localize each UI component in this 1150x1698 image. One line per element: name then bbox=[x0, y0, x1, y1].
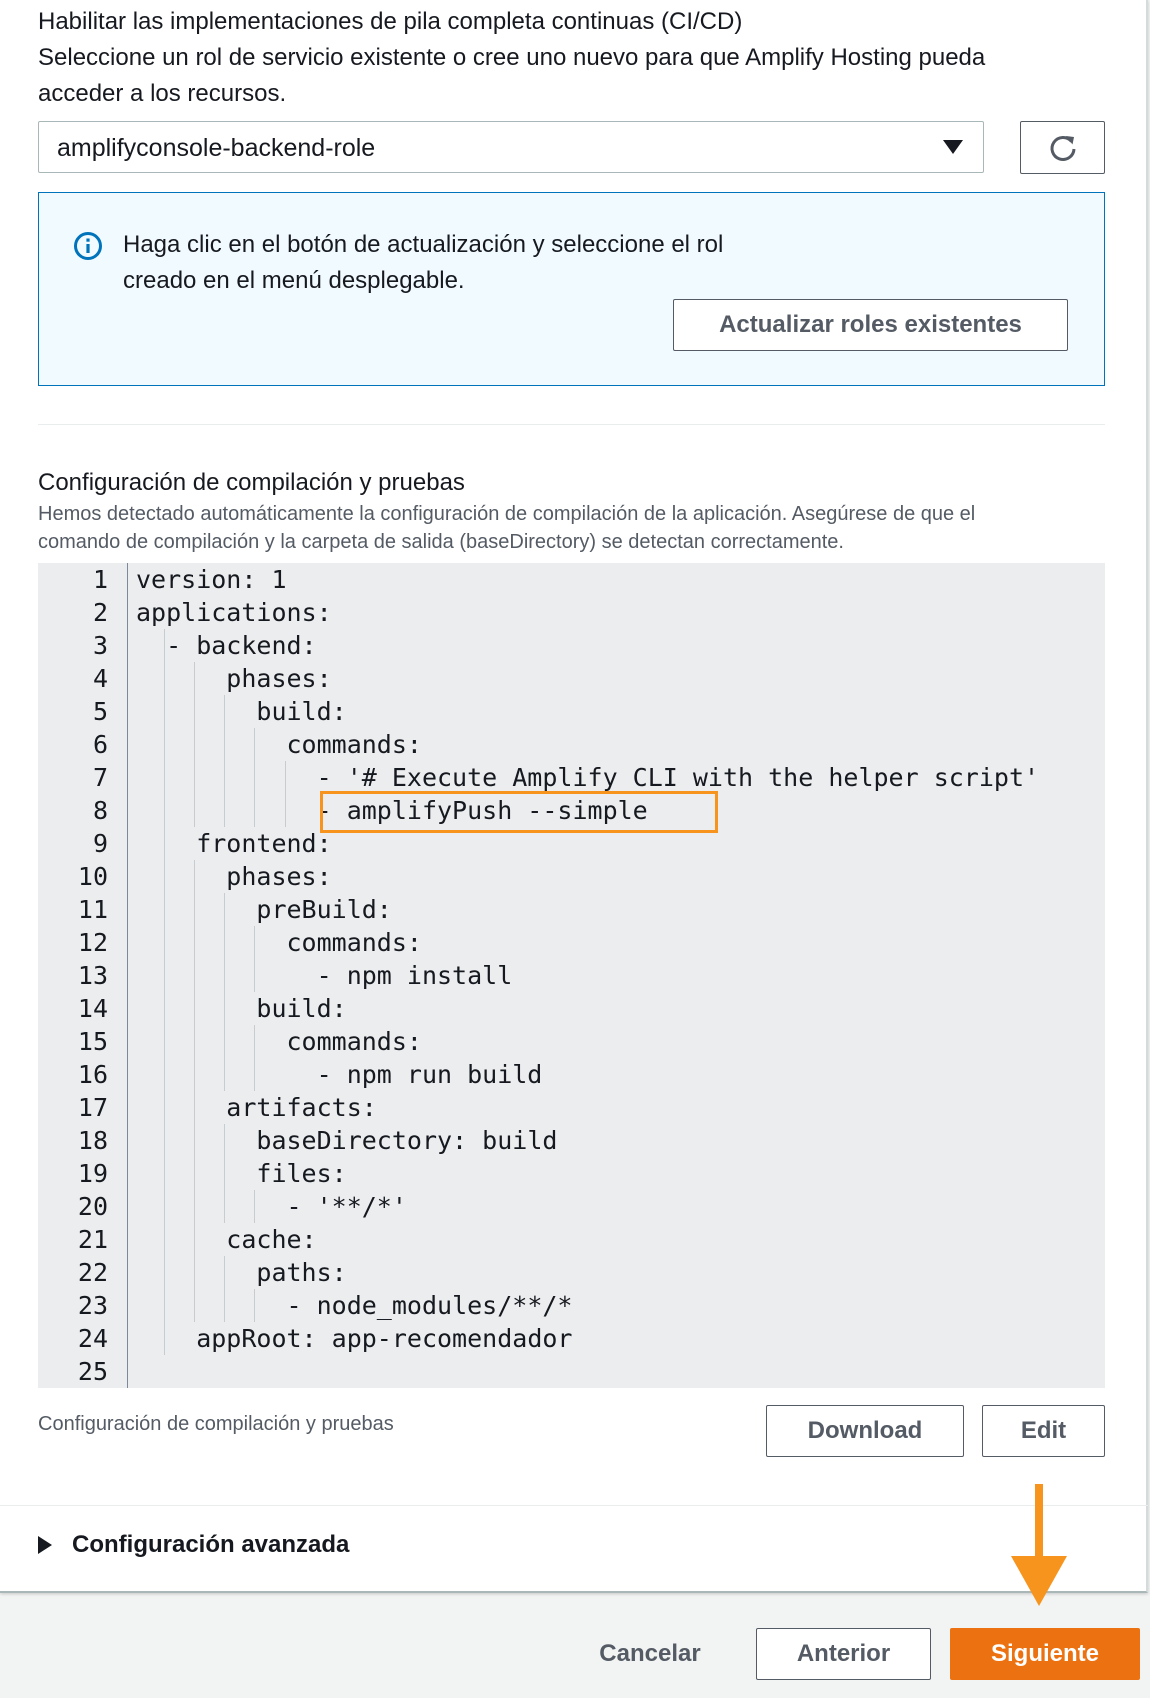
indent-guide bbox=[254, 728, 255, 827]
caret-right-icon bbox=[38, 1536, 52, 1554]
code-text: commands: bbox=[286, 1027, 422, 1056]
code-text: frontend: bbox=[196, 829, 332, 858]
code-line bbox=[38, 1157, 1105, 1190]
line-number: 21 bbox=[77, 1225, 108, 1254]
indent-guide bbox=[194, 860, 195, 1322]
code-text: applications: bbox=[136, 598, 332, 627]
cicd-heading: Habilitar las implementaciones de pila completa continuas (CI/CD) bbox=[38, 8, 743, 35]
build-spec-code-editor[interactable] bbox=[38, 563, 1105, 1388]
code-line bbox=[38, 992, 1105, 1025]
line-number: 23 bbox=[77, 1291, 108, 1320]
code-line bbox=[38, 1256, 1105, 1289]
code-text: - npm run build bbox=[316, 1060, 543, 1089]
code-line bbox=[38, 1289, 1105, 1322]
refresh-icon bbox=[1047, 132, 1079, 164]
indent-guide bbox=[224, 893, 225, 1091]
build-settings-caption: Configuración de compilación y pruebas bbox=[38, 1413, 394, 1435]
previous-button[interactable]: Anterior bbox=[756, 1628, 931, 1680]
cicd-instructions-line-2: acceder a los recursos. bbox=[38, 80, 287, 107]
line-number: 4 bbox=[92, 664, 108, 693]
code-line bbox=[38, 959, 1105, 992]
code-text: - node_modules/**/* bbox=[286, 1291, 573, 1320]
indent-guide bbox=[254, 926, 255, 992]
service-role-select[interactable] bbox=[38, 121, 984, 173]
line-number: 10 bbox=[77, 862, 108, 891]
line-number: 15 bbox=[77, 1027, 108, 1056]
code-text: phases: bbox=[226, 862, 332, 891]
code-text: paths: bbox=[256, 1258, 347, 1287]
line-number: 20 bbox=[77, 1192, 108, 1221]
update-existing-roles-button[interactable]: Actualizar roles existentes bbox=[673, 299, 1068, 351]
code-line bbox=[38, 1223, 1105, 1256]
advanced-divider bbox=[0, 1505, 1148, 1506]
info-alert bbox=[38, 192, 1105, 386]
code-line bbox=[38, 1190, 1105, 1223]
code-text: phases: bbox=[226, 664, 332, 693]
highlight-annotation-box bbox=[320, 791, 718, 833]
indent-guide bbox=[224, 695, 225, 827]
service-role-select-value: amplifyconsole-backend-role bbox=[57, 134, 376, 162]
section-divider bbox=[38, 424, 1105, 425]
code-text: commands: bbox=[286, 928, 422, 957]
line-number: 17 bbox=[77, 1093, 108, 1122]
advanced-settings-toggle[interactable] bbox=[38, 1531, 349, 1559]
code-line bbox=[38, 563, 1105, 596]
line-number: 22 bbox=[77, 1258, 108, 1287]
indent-guide bbox=[224, 1256, 225, 1322]
code-text: artifacts: bbox=[226, 1093, 377, 1122]
code-line bbox=[38, 1322, 1105, 1355]
line-number: 19 bbox=[77, 1159, 108, 1188]
code-text: appRoot: app-recomendador bbox=[196, 1324, 573, 1353]
code-line bbox=[38, 695, 1105, 728]
build-settings-description bbox=[38, 500, 1118, 556]
code-line bbox=[38, 629, 1105, 662]
cicd-role-description bbox=[38, 4, 1098, 112]
code-line bbox=[38, 893, 1105, 926]
line-number: 2 bbox=[92, 598, 108, 627]
code-line bbox=[38, 926, 1105, 959]
code-text: baseDirectory: build bbox=[256, 1126, 558, 1155]
indent-guide bbox=[194, 662, 195, 827]
line-number: 11 bbox=[77, 895, 108, 924]
code-text: files: bbox=[256, 1159, 347, 1188]
line-number: 25 bbox=[77, 1357, 108, 1386]
indent-guide bbox=[224, 1124, 225, 1223]
arrow-down-annotation-icon bbox=[1011, 1484, 1067, 1609]
line-number: 3 bbox=[92, 631, 108, 660]
code-line bbox=[38, 1124, 1105, 1157]
code-text: preBuild: bbox=[256, 895, 392, 924]
line-number: 18 bbox=[77, 1126, 108, 1155]
line-number: 16 bbox=[77, 1060, 108, 1089]
line-number: 1 bbox=[92, 565, 108, 594]
code-text: build: bbox=[256, 697, 347, 726]
indent-guide bbox=[254, 1289, 255, 1322]
code-line bbox=[38, 728, 1105, 761]
download-button[interactable]: Download bbox=[766, 1405, 964, 1457]
advanced-settings-label: Configuración avanzada bbox=[72, 1531, 350, 1558]
info-alert-text bbox=[123, 227, 723, 299]
indent-guide bbox=[285, 761, 286, 827]
line-number: 14 bbox=[77, 994, 108, 1023]
info-icon bbox=[73, 231, 103, 261]
code-line bbox=[38, 1025, 1105, 1058]
indent-guide bbox=[254, 1025, 255, 1091]
info-alert-line-2: creado en el menú desplegable. bbox=[123, 267, 465, 294]
build-settings-description-line-2: comando de compilación y la carpeta de salida (baseDirectory) se detectan correctamente. bbox=[38, 531, 844, 553]
indent-guide bbox=[254, 1190, 255, 1223]
code-line bbox=[38, 1355, 1105, 1388]
build-settings-description-line-1: Hemos detectado automáticamente la configuración de compilación de la aplicación. Asegúrese de que el bbox=[38, 503, 976, 525]
line-number: 6 bbox=[92, 730, 108, 759]
code-text: commands: bbox=[286, 730, 422, 759]
code-line bbox=[38, 761, 1105, 794]
code-text: - npm install bbox=[316, 961, 513, 990]
line-number: 9 bbox=[92, 829, 108, 858]
edit-button[interactable]: Edit bbox=[982, 1405, 1105, 1457]
code-line bbox=[38, 1091, 1105, 1124]
code-text: - amplifyPush --simple bbox=[316, 796, 648, 825]
code-text: version: 1 bbox=[136, 565, 287, 594]
refresh-roles-button[interactable] bbox=[1020, 121, 1105, 174]
line-number: 24 bbox=[77, 1324, 108, 1353]
code-line bbox=[38, 1058, 1105, 1091]
line-number: 12 bbox=[77, 928, 108, 957]
code-text: - '**/*' bbox=[286, 1192, 407, 1221]
indent-guide bbox=[164, 629, 165, 1355]
cicd-instructions-line-1: Seleccione un rol de servicio existente o cree uno nuevo para que Amplify Hosting pueda bbox=[38, 44, 986, 71]
line-number: 8 bbox=[92, 796, 108, 825]
code-line bbox=[38, 662, 1105, 695]
code-text: build: bbox=[256, 994, 347, 1023]
code-line bbox=[38, 860, 1105, 893]
line-number: 5 bbox=[92, 697, 108, 726]
line-number: 13 bbox=[77, 961, 108, 990]
code-text: - backend: bbox=[166, 631, 317, 660]
info-alert-line-1: Haga clic en el botón de actualización y seleccione el rol bbox=[123, 231, 724, 258]
build-settings-title: Configuración de compilación y pruebas bbox=[38, 469, 465, 496]
code-line bbox=[38, 596, 1105, 629]
caret-down-icon bbox=[943, 140, 963, 154]
line-number: 7 bbox=[92, 763, 108, 792]
code-text: cache: bbox=[226, 1225, 317, 1254]
cancel-button[interactable]: Cancelar bbox=[599, 1640, 701, 1667]
next-button[interactable]: Siguiente bbox=[950, 1628, 1140, 1680]
code-text: - '# Execute Amplify CLI with the helper script' bbox=[316, 763, 1040, 792]
